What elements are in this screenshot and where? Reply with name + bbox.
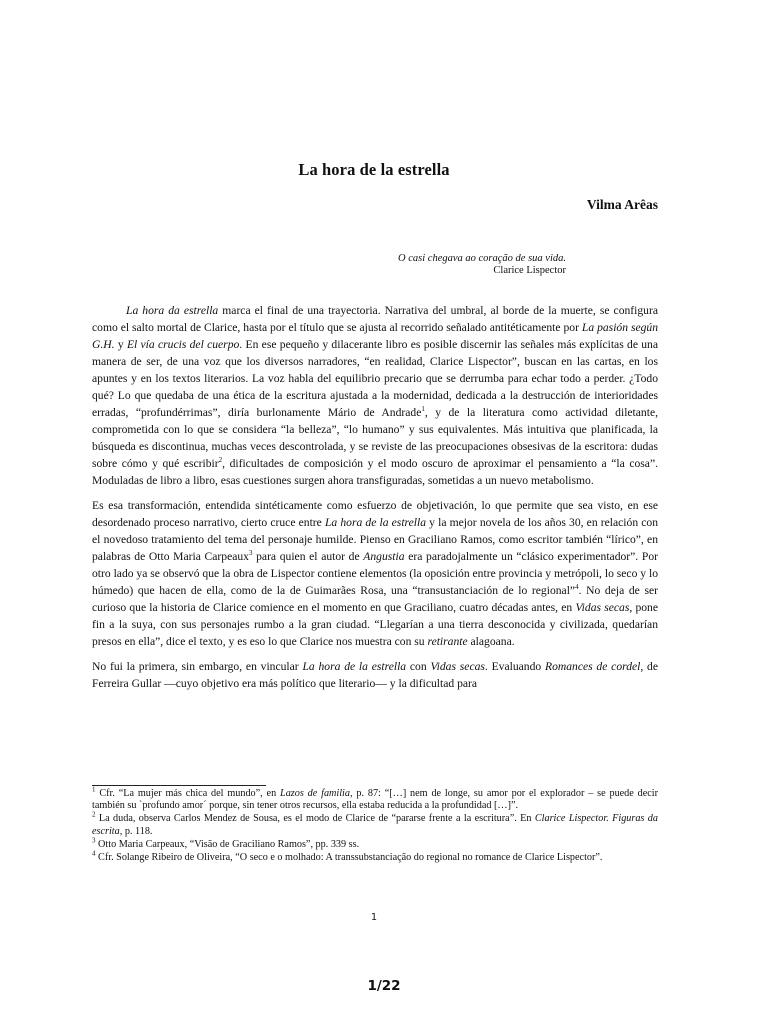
italic-text: La hora da estrella bbox=[126, 304, 219, 317]
text-run: con bbox=[406, 660, 431, 673]
italic-text: Vidas secas bbox=[575, 601, 630, 614]
footnote-number: 3 bbox=[92, 836, 96, 845]
footnote-number: 4 bbox=[92, 849, 96, 858]
footnotes bbox=[92, 785, 658, 865]
text-run: . No deja de ser curioso que la historia de Clarice comience en el momento en que Graciliano, cuatro décadas antes, en bbox=[92, 584, 658, 614]
footnote bbox=[92, 849, 658, 864]
italic-text: El vía crucis del cuerpo bbox=[126, 338, 240, 351]
italic-text: La pasión según G.H. bbox=[92, 321, 658, 351]
italic-text: Vidas secas bbox=[430, 660, 485, 673]
italic-text: Angustia bbox=[363, 550, 405, 563]
text-run: Es esa transformación, entendida sintéticamente como esfuerzo de objetivación, lo que permite que sea visto, en ese desordenado proceso narrativo, cierto cruce entre bbox=[92, 499, 658, 529]
footnote bbox=[92, 785, 658, 812]
footnote-number: 2 bbox=[92, 811, 96, 820]
footnote bbox=[92, 813, 658, 837]
text-run: , y de la literatura como actividad diletante, comprometida con lo que se considera “la belleza”, “lo humano” y sus equivalentes. Más intuitiva que planificada, la búsqueda es discontinua, muchas veces descontrolada, y se reviste de las preocupaciones obsesivas de la escritora: dudas sobre cómo y qué escribir bbox=[92, 406, 658, 470]
text-run: y bbox=[114, 338, 127, 351]
text-run: . Evaluando bbox=[484, 660, 545, 673]
italic-text: Romances de cordel bbox=[544, 660, 641, 673]
paragraph bbox=[92, 302, 658, 489]
footnote-ref: 4 bbox=[575, 583, 579, 592]
body-text bbox=[92, 302, 658, 700]
italic-text: Lazos de familia bbox=[280, 788, 350, 799]
footnote-divider bbox=[92, 785, 266, 786]
text-run: , pone fin a la suya, con sus personajes rumbo a la gran ciudad. “Llegarían a una tierra desconocida y civilizada, quedarían presos en ella”, dice el texto, y es eso lo que Clarice nos muestra con su bbox=[92, 601, 658, 648]
footnote bbox=[92, 836, 658, 851]
page-number: 1 bbox=[370, 912, 378, 923]
text-run: marca el final de una trayectoria. Narrativa del umbral, al borde de la muerte, se configura como el salto mortal de Clarice, hasta por el título que se ajusta al recorrido señalado antitéticamente por bbox=[92, 304, 658, 334]
footnote-ref: 3 bbox=[248, 549, 253, 558]
italic-text: La hora de la estrella bbox=[302, 660, 407, 673]
document-title: La hora de la estrella bbox=[298, 160, 450, 179]
text-run: era paradojalmente un “clásico experimentador”. Por otro lado ya se observó que la obra de Lispector contiene elementos (la oposición entre provincia y metrópoli, lo seco y lo húmedo) que hacen de ella, como de la de Guimarães Rosa, una “transustanciación de lo regional” bbox=[92, 550, 658, 597]
page-counter: 1/22 bbox=[367, 978, 401, 994]
text-run: , dificultades de composición y el modo oscuro de aproximar el pensamiento a “la cosa”. Moduladas de libro a libro, esas cuestiones surgen ahora transfiguradas, sometidas a un nuevo metabolismo. bbox=[92, 457, 658, 487]
text-run: , p. 87: “[…] nem de longe, su amor por el explorador – se puede decir también su `profundo amor´ porque, sin tener otros recursos, ella estaba reducida a la profundidad […]”. bbox=[92, 788, 658, 812]
text-run: No fui la primera, sin embargo, en vincular bbox=[92, 660, 303, 673]
text-run: La duda, observa Carlos Mendez de Sousa, es el modo de Clarice de “pararse frente a la escritura”. En bbox=[95, 813, 535, 825]
epigraph bbox=[340, 253, 566, 277]
footnote-number: 1 bbox=[92, 785, 96, 794]
author-name: Vilma Arêas bbox=[586, 197, 658, 212]
italic-text: La hora de la estrella bbox=[324, 516, 427, 529]
text-run: y la mejor novela de los años 30, en relación con el novedoso tratamiento del tema del personaje humilde. Pienso en Graciliano Ramos, como escritor también “lírico”, en palabras de Otto Maria Carpeaux bbox=[92, 516, 658, 563]
footnote-ref: 2 bbox=[218, 456, 223, 465]
text-run: Otto Maria Carpeaux, “Visão de Graciliano Ramos”, pp. 339 ss. bbox=[95, 838, 360, 850]
paragraph bbox=[92, 658, 658, 692]
epigraph-quote: O casi chegava ao coração de sua vida. bbox=[398, 253, 566, 264]
epigraph-attribution: Clarice Lispector bbox=[493, 265, 566, 276]
text-run: Cfr. “La mujer más chica del mundo”, en bbox=[95, 788, 281, 799]
text-run: , p. 118. bbox=[119, 825, 153, 837]
text-run: , de Ferreira Gullar —cuyo objetivo era más político que literario— y la dificultad para bbox=[92, 660, 658, 690]
footnote-ref: 1 bbox=[421, 405, 425, 414]
text-run: Cfr. Solange Ribeiro de Oliveira, “O seco e o molhado: A transsubstanciação do regional no romance de Clarice Lispector”. bbox=[95, 852, 603, 864]
text-run: . En ese pequeño y dilacerante libro es posible discernir las señales más explícitas de una manera de ser, de una voz que los diversos narradores, “en realidad, Clarice Lispector”, buscan en las cartas, en los apuntes y en los textos literarios. La voz habla del equilibrio precario que se derrumba para echar todo a perder. ¿Todo qué? Lo que quedaba de una ética de la escritura ajustada a la modernidad, dedicada a la destrucción de interioridades erradas, “profundérrimas”, diría burlonamente Mário de Andrade bbox=[92, 338, 658, 419]
italic-text: retirante bbox=[427, 635, 468, 648]
text-run: alagoana. bbox=[467, 635, 515, 648]
italic-text: Clarice Lispector. Figuras da escrita bbox=[92, 813, 658, 837]
paragraph bbox=[92, 497, 658, 650]
text-run: para quien el autor de bbox=[252, 550, 364, 563]
